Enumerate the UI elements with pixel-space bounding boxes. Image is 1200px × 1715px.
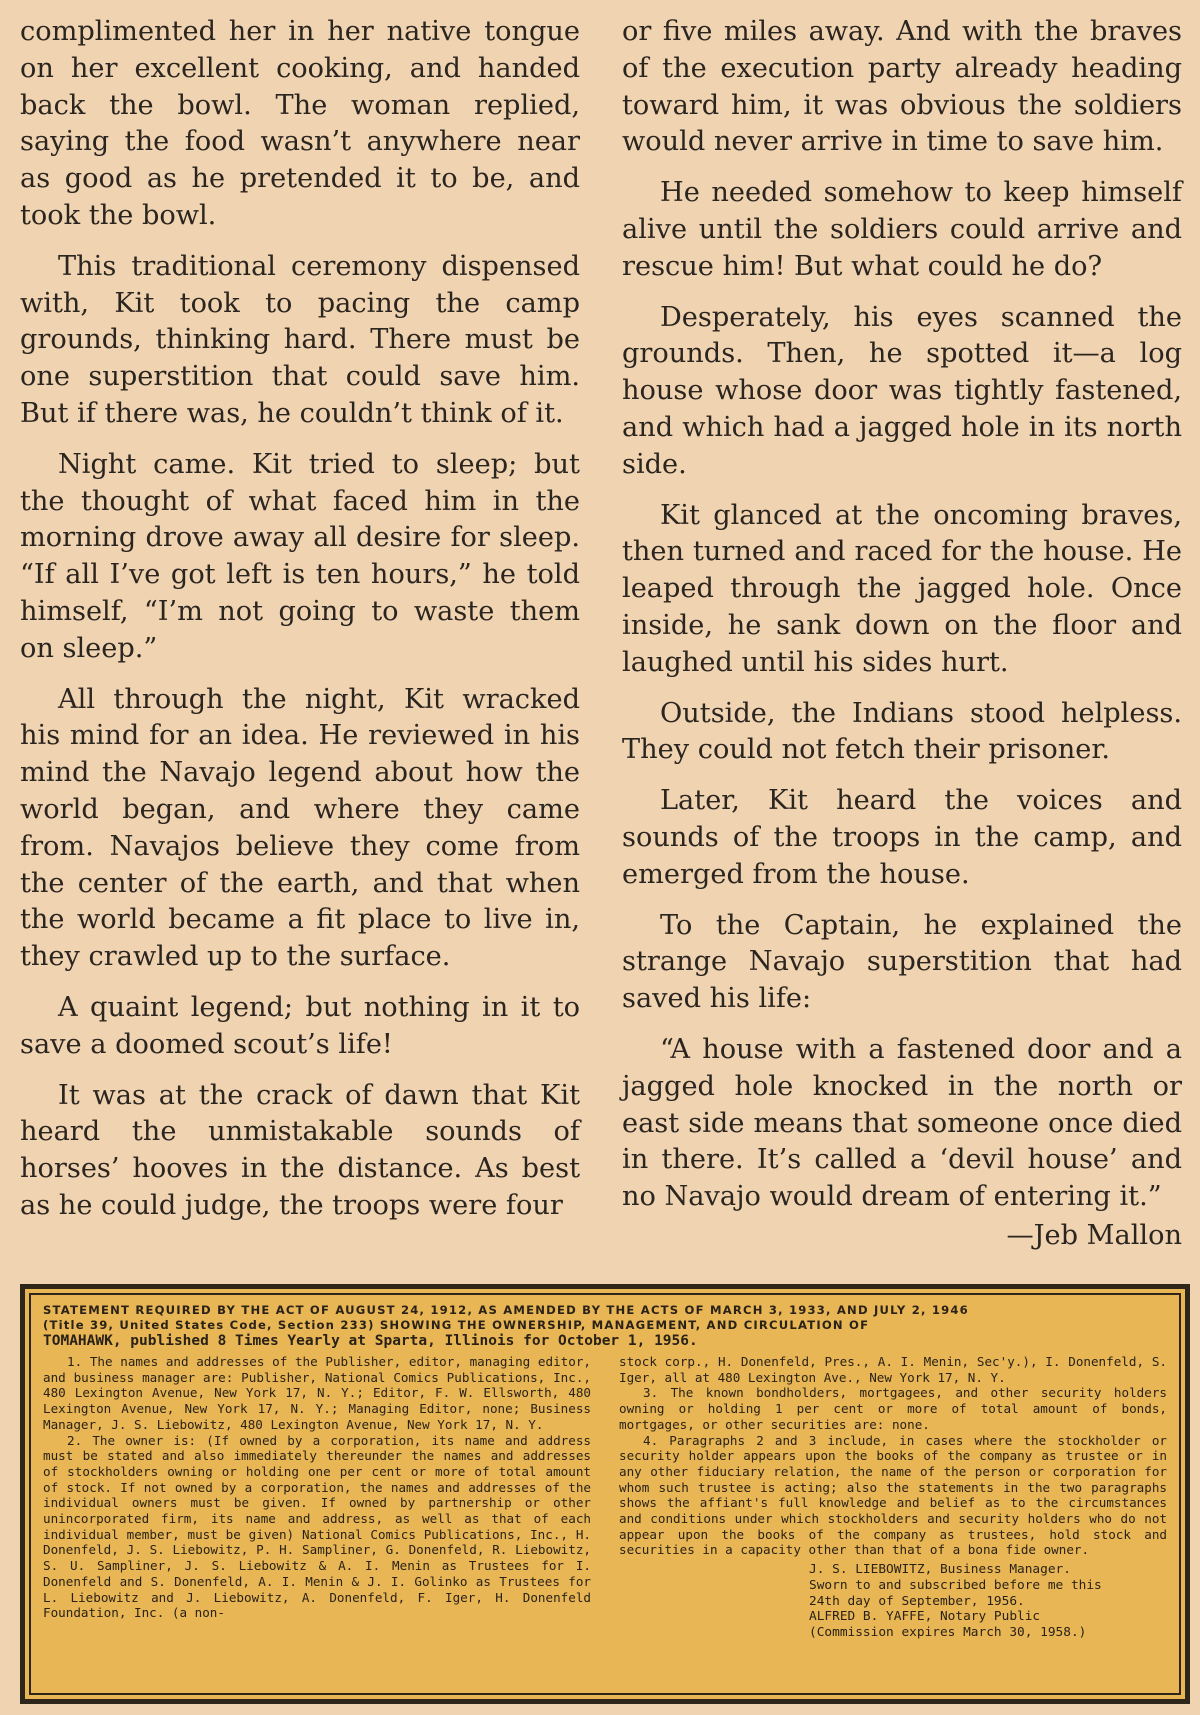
statement-header-line-2: (Title 39, United States Code, Section 233) SHOWING THE OWNERSHIP, MANAGEMENT, AND CIRCULATION OF bbox=[43, 1318, 870, 1332]
story-paragraph: To the Captain, he explained the strange Navajo superstition that had saved his life: bbox=[622, 909, 1182, 1015]
story-paragraph: Later, Kit heard the voices and sounds of the troops in the camp, and emerged from the house. bbox=[622, 785, 1182, 890]
statement-paragraph: 4. Paragraphs 2 and 3 include, in cases where the stockholder or security holder appears upon the books of the company as trustee or in any other fiduciary relation, the name of the person or corporation for whom such trustee is acting; also the statements in the two paragraphs shows the affiant's full knowledge and belief as to the circumstances and conditions under which stockholders and security holders who do not appear upon the books of the company as trustees, hold stock and securities in a capacity other than that of a bona fide owner. bbox=[619, 1432, 1167, 1558]
story-paragraph: This traditional ceremony dispensed with, Kit took to pacing the camp grounds, thinking hard. There must be one superstition that could save him. But if there was, he couldn’t think of it. bbox=[20, 250, 580, 429]
statement-publication-line: TOMAHAWK, published 8 Times Yearly at Sparta, Illinois for October 1, 1956. bbox=[43, 1333, 698, 1349]
story-paragraph: Kit glanced at the oncoming braves, then turned and raced for the house. He leaped through the jagged hole. Once inside, he sank down on the floor and laughed until his sides hurt. bbox=[622, 499, 1182, 678]
story-paragraph: He needed somehow to keep himself alive until the soldiers could arrive and rescue him! But what could he do? bbox=[622, 177, 1182, 282]
story-paragraph: complimented her in her native tongue on her excellent cooking, and handed back the bowl. The woman replied, saying the food wasn’t anywhere near as good as he pretended it to be, and took the bowl. bbox=[20, 16, 580, 231]
story-left-column bbox=[20, 14, 580, 1256]
story-right-column bbox=[622, 14, 1182, 1256]
signature-line: Sworn to and subscribed before me this bbox=[809, 1577, 1102, 1593]
story-text bbox=[20, 14, 1182, 1256]
signature-line: ALFRED B. YAFFE, Notary Public bbox=[809, 1609, 1041, 1625]
signature-line: J. S. LIEBOWITZ, Business Manager. bbox=[809, 1562, 1071, 1578]
story-paragraph: Desperately, his eyes scanned the grounds. Then, he spotted it—a log house whose door was tightly fastened, and which had a jagged hole in its north side. bbox=[622, 301, 1182, 480]
statement-paragraph: 2. The owner is: (If owned by a corporation, its name and address must be stated and also immediately thereunder the names and addresses of stockholders owning or holding one per cent or more of total amount of stock. If not owned by a corporation, the names and addresses of the individual owners must be given. If owned by partnership or other unincorporated firm, its name and address, as well as that of each individual member, must be given) National Comics Publications, Inc., H. Donenfeld, J. S. Liebowitz, P. H. Sampliner, G. Donenfeld, R. Liebowitz, S. U. Sampliner, J. S. Liebowitz & A. I. Menin as Trustees for I. Donenfeld and S. Donenfeld, A. I. Menin & J. I. Golinko as Trustees for L. Liebowitz and J. Liebowitz, A. Donenfeld, F. Iger, H. Donenfeld Foundation, Inc. (a non- bbox=[43, 1432, 591, 1621]
story-quote: “A house with a fastened door and a jagged hole knocked in the north or east side means that someone once died in there. It’s called a ‘devil house’ and no Navajo would dream of entering it.” bbox=[622, 1033, 1182, 1213]
signature-line: (Commission expires March 30, 1958.) bbox=[809, 1624, 1087, 1640]
statement-paragraph: 1. The names and addresses of the Publisher, editor, managing editor, and business manager are: Publisher, National Comics Publications, Inc., 480 Lexington Avenue, New York 17, N. Y.; Editor, F. W. Ellsworth, 480 Lexington Avenue, New York 17, N. Y.; Managing Editor, none; Business Manager, J. S. Liebowitz, 480 Lexington Avenue, New York 17, N. Y. bbox=[43, 1354, 591, 1432]
story-paragraph: All through the night, Kit wracked his mind for an idea. He reviewed in his mind the Navajo legend about how the world began, and where they came from. Navajos believe they come from the center of the earth, and that when the world became a fit place to live in, they crawled up to the surface. bbox=[20, 683, 580, 973]
story-paragraph: Night came. Kit tried to sleep; but the thought of what faced him in the morning drove away all desire for sleep. “If all I’ve got left is ten hours,” he told himself, “I’m not going to waste them on sleep.” bbox=[20, 448, 580, 664]
story-paragraph: A quaint legend; but nothing in it to save a doomed scout’s life! bbox=[20, 991, 580, 1060]
story-byline: —Jeb Mallon bbox=[1006, 1219, 1182, 1251]
statement-paragraph: 3. The known bondholders, mortgagees, and other security holders owning or holding 1 per cent or more of total amount of bonds, mortgages, or other securities are: none. bbox=[619, 1385, 1167, 1432]
story-paragraph: Outside, the Indians stood helpless. They could not fetch their prisoner. bbox=[622, 697, 1182, 766]
statement-left-column bbox=[43, 1354, 591, 1641]
ownership-statement-box bbox=[20, 1284, 1190, 1704]
statement-paragraph: stock corp., H. Donenfeld, Pres., A. I. Menin, Sec'y.), I. Donenfeld, S. Iger, all at 480 Lexington Ave., New York 17, N. Y. bbox=[619, 1354, 1167, 1385]
statement-columns bbox=[43, 1354, 1167, 1641]
story-paragraph: or five miles away. And with the braves of the execution party already heading toward him, it was obvious the soldiers would never arrive in time to save him. bbox=[622, 16, 1182, 158]
story-paragraph: It was at the crack of dawn that Kit heard the unmistakable sounds of horses’ hooves in the distance. As best as he could judge, the troops were four bbox=[20, 1079, 580, 1221]
signature-line: 24th day of September, 1956. bbox=[809, 1593, 1025, 1609]
statement-right-column bbox=[619, 1354, 1167, 1641]
statement-signature-block bbox=[809, 1562, 1167, 1641]
statement-header-line-1: STATEMENT REQUIRED BY THE ACT OF AUGUST 24, 1912, AS AMENDED BY THE ACTS OF MARCH 3, 1933, AND JULY 2, 1946 bbox=[43, 1303, 969, 1317]
